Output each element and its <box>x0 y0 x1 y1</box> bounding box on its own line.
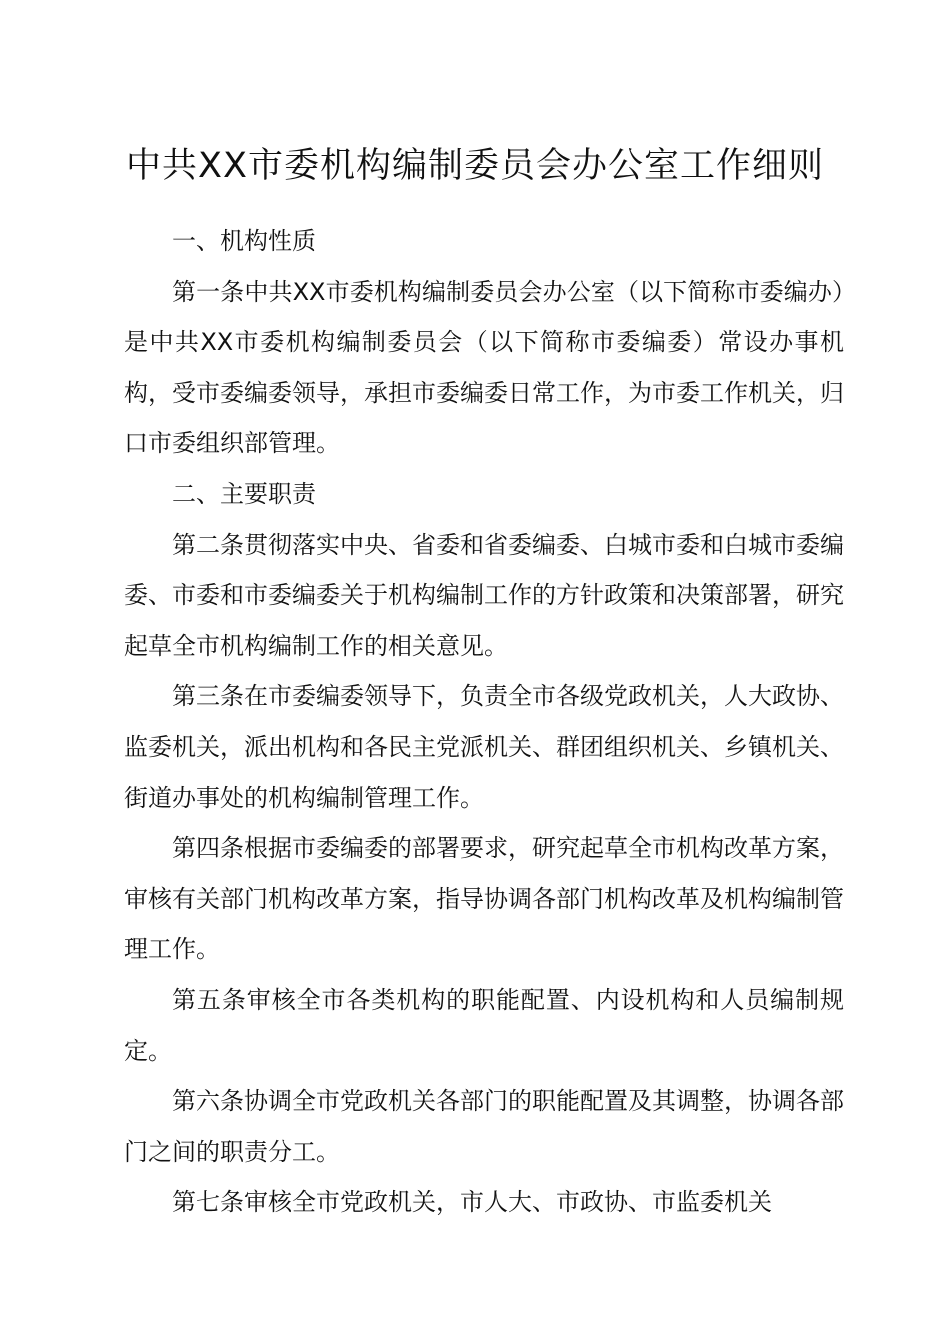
page-title: 中共XX市委机构编制委员会办公室工作细则 <box>126 146 824 186</box>
article-1: 第一条中共XX市委机构编制委员会办公室（以下简称市委编办）是中共XX市委机构编制委员会（以下简称市委编委）常设办事机构，受市委编委领导，承担市委编委日常工作，为市委工作机关，归口市委组织部管理。 <box>124 277 844 458</box>
article-4: 第四条根据市委编委的部署要求，研究起草全市机构改革方案，审核有关部门机构改革方案，指导协调各部门机构改革及机构编制管理工作。 <box>124 834 844 964</box>
article-7: 第七条审核全市党政机关，市人大、市政协、市监委机关 <box>172 1188 772 1217</box>
article-6: 第六条协调全市党政机关各部门的职能配置及其调整，协调各部门之间的职责分工。 <box>124 1087 844 1166</box>
document-body <box>124 216 844 1228</box>
article-2: 第二条贯彻落实中央、省委和省委编委、白城市委和白城市委编委、市委和市委编委关于机构编制工作的方针政策和决策部署，研究起草全市机构编制工作的相关意见。 <box>124 530 844 660</box>
section-heading-nature: 一、机构性质 <box>172 227 316 255</box>
article-5: 第五条审核全市各类机构的职能配置、内设机构和人员编制规定。 <box>124 985 844 1065</box>
article-3: 第三条在市委编委领导下，负责全市各级党政机关，人大政协、监委机关，派出机构和各民主党派机关、群团组织机关、乡镇机关、街道办事处的机构编制管理工作。 <box>124 682 844 812</box>
section-heading-duties: 二、主要职责 <box>172 479 316 508</box>
